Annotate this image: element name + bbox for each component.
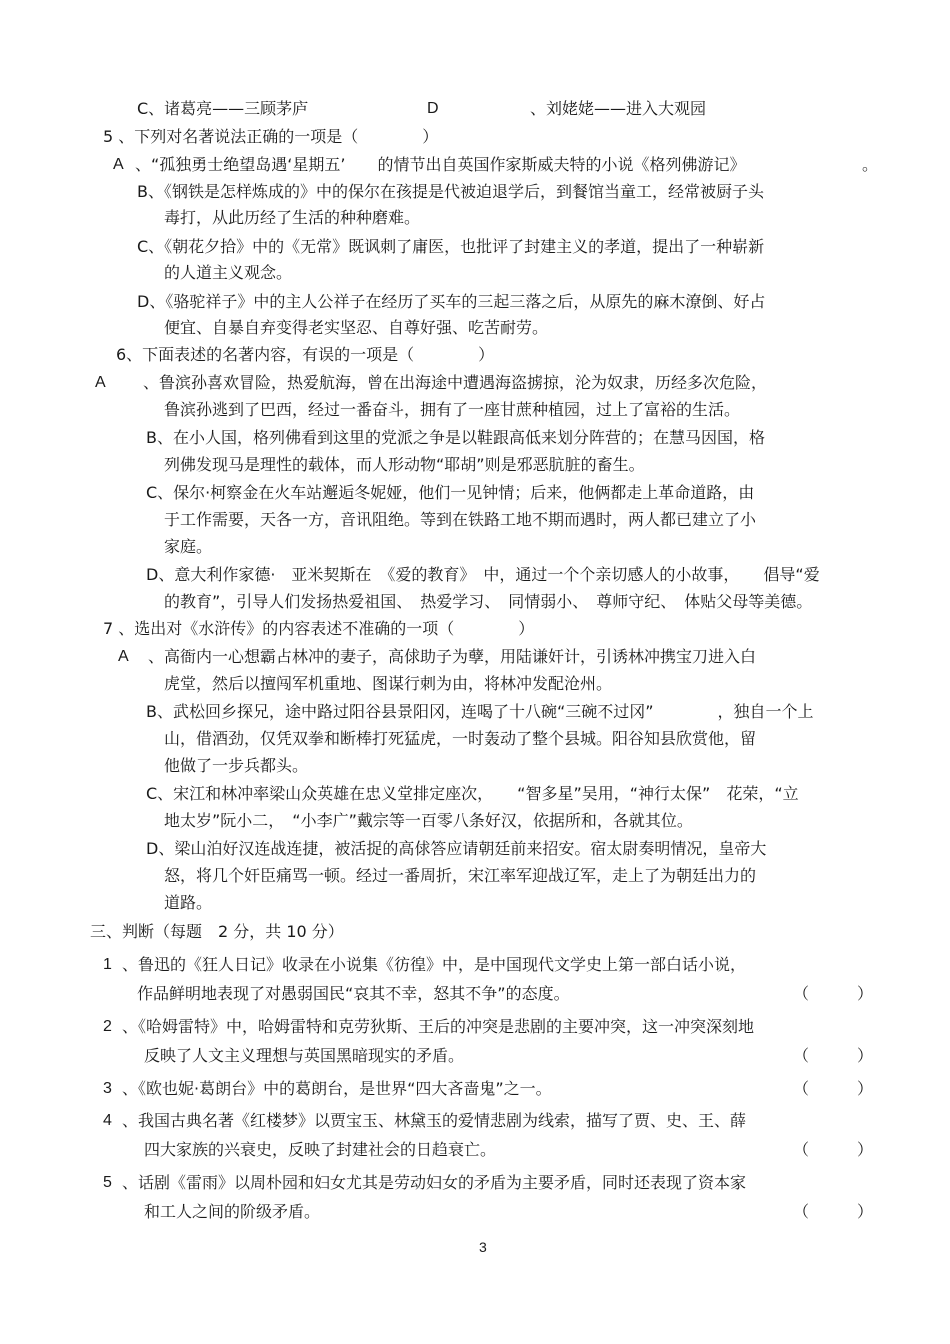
- q7-option-b-line1: B、武松回乡探兄，途中路过阳谷县景阳冈，连喝了十八碗“三碗不过冈” ，独自一个上: [146, 702, 814, 721]
- q6-stem: 6、下面表述的名著内容，有误的一项是（ ）: [116, 345, 495, 364]
- judge-item-4-number: 4: [103, 1112, 112, 1129]
- q7-option-d-line1: D、梁山泊好汉连战连捷，被活捉的高俅答应请朝廷前来招安。宿太尉奏明情况，皇帝大: [146, 839, 767, 858]
- q7-option-d-line3: 道路。: [164, 893, 213, 912]
- judge-item-2-line2: 反映了人文主义理想与英国黑暗现实的矛盾。: [144, 1046, 465, 1065]
- q5-option-b-line2: 毒打，从此历经了生活的种种磨难。: [164, 208, 421, 227]
- q7-stem: 7 、选出对《水浒传》的内容表述不准确的一项（ ）: [103, 619, 535, 638]
- judge-item-5-answer-blank[interactable]: （ ）: [793, 1202, 874, 1221]
- q7-option-a-line2: 虎堂，然后以擅闯军机重地、图谋行刺为由，将林冲发配沧州。: [164, 674, 613, 693]
- q6-option-c-line2: 于工作需要，天各一方，音讯阻绝。等到在铁路工地不期而遇时，两人都已建立了小: [164, 510, 757, 529]
- judge-item-3-line1: 、《欧也妮·葛朗台》中的葛朗台，是世界“四大吝啬鬼”之一。: [122, 1079, 552, 1098]
- judge-item-5-line1: 、话剧《雷雨》以周朴园和妇女尤其是劳动妇女的矛盾为主要矛盾，同时还表现了资本家: [122, 1173, 747, 1192]
- judge-item-4-line1: 、我国古典名著《红楼梦》以贾宝玉、林黛玉的爱情悲剧为线索，描写了贾、史、王、薛: [122, 1111, 747, 1130]
- q6-option-d-line2: 的教育”，引导人们发扬热爱祖国、 热爱学习、 同情弱小、 尊师守纪、 体贴父母等美德。: [164, 592, 813, 611]
- judge-item-2-number: 2: [103, 1018, 112, 1035]
- q5-option-d-line1: D、《骆驼祥子》中的主人公祥子在经历了买车的三起三落之后，从原先的麻木潦倒、好占: [137, 292, 766, 311]
- judge-item-2-line1: 、《哈姆雷特》中，哈姆雷特和克劳狄斯、王后的冲突是悲剧的主要冲突，这一冲突深刻地: [122, 1017, 755, 1036]
- q6-option-b-line2: 列佛发现马是理性的载体，而人形动物“耶胡”则是邪恶肮脏的畜生。: [164, 455, 645, 474]
- judge-item-3-number: 3: [103, 1080, 112, 1097]
- q5-option-b-line1: B、《钢铁是怎样炼成的》中的保尔在孩提是代被迫退学后，到餐馆当童工，经常被厨子头: [137, 182, 764, 201]
- q6-option-a-label: A: [95, 374, 106, 391]
- q4-option-d-text: 、刘姥姥——进入大观园: [530, 99, 707, 118]
- q6-option-c-line3: 家庭。: [164, 537, 213, 556]
- q6-option-d-line1: D、意大利作家德· 亚米契斯在 《爱的教育》 中，通过一个个亲切感人的小故事， 倡导“爱: [146, 565, 820, 584]
- q6-option-b-line1: B、在小人国，格列佛看到这里的党派之争是以鞋跟高低来划分阵营的；在慧马因国，格: [146, 428, 765, 447]
- q7-option-c-line1: C、宋江和林冲率梁山众英雄在忠义堂排定座次， “智多星”吴用，“神行太保” 花荣，“立: [146, 784, 799, 803]
- judge-item-5-line2: 和工人之间的阶级矛盾。: [144, 1202, 321, 1221]
- q6-option-c-line1: C、保尔·柯察金在火车站邂逅冬妮娅，他们一见钟情；后来，他俩都走上革命道路，由: [146, 483, 755, 502]
- judge-item-4-line2: 四大家族的兴衰史，反映了封建社会的日趋衰亡。: [144, 1140, 497, 1159]
- q5-option-d-line2: 便宜、自暴自弃变得老实坚忍、自尊好强、吃苦耐劳。: [164, 318, 549, 337]
- judge-item-1-number: 1: [103, 956, 112, 973]
- q6-option-a-line1: 、鲁滨孙喜欢冒险，热爱航海，曾在出海途中遭遇海盗掳掠，沦为奴隶，历经多次危险，: [143, 373, 768, 392]
- judge-item-1-line2: 作品鲜明地表现了对愚弱国民“哀其不幸，怒其不争”的态度。: [137, 984, 570, 1003]
- q6-option-a-line2: 鲁滨孙逃到了巴西，经过一番奋斗，拥有了一座甘蔗种植园，过上了富裕的生活。: [164, 400, 741, 419]
- q7-option-b-line3: 他做了一步兵都头。: [164, 756, 309, 775]
- judge-item-1-answer-blank[interactable]: （ ）: [793, 984, 874, 1003]
- judge-item-1-line1: 、鲁迅的《狂人日记》收录在小说集《彷徨》中，是中国现代文学史上第一部白话小说，: [122, 955, 747, 974]
- q5-stem: 5 、下列对名著说法正确的一项是（ ）: [103, 127, 439, 146]
- judge-item-2-answer-blank[interactable]: （ ）: [793, 1046, 874, 1065]
- q5-option-a-end: 。: [862, 155, 879, 174]
- q7-option-a-label: A: [118, 648, 129, 665]
- page-number: 3: [479, 1239, 487, 1255]
- q7-option-a-line1: 、高衙内一心想霸占林冲的妻子，高俅助子为孽，用陆谦奸计，引诱林冲携宝刀进入白: [148, 647, 757, 666]
- judge-item-3-answer-blank[interactable]: （ ）: [793, 1079, 874, 1098]
- judge-item-4-answer-blank[interactable]: （ ）: [793, 1140, 874, 1159]
- q5-option-a-text: 、“孤独勇士绝望岛遇‘星期五’ 的情节出自英国作家斯威夫特的小说《格列佛游记》: [135, 155, 746, 174]
- q7-option-b-line2: 山，借酒劲，仅凭双拳和断棒打死猛虎，一时轰动了整个县城。阳谷知县欣赏他，留: [164, 729, 757, 748]
- q5-option-c-line2: 的人道主义观念。: [164, 263, 293, 282]
- q7-option-c-line2: 地太岁”阮小二， “小李广”戴宗等一百零八条好汉，依据所和，各就其位。: [164, 811, 693, 830]
- judge-item-5-number: 5: [103, 1174, 112, 1191]
- q4-option-c: C、诸葛亮——三顾茅庐: [137, 99, 309, 118]
- section3-title: 三、判断（每题 2 分，共 10 分）: [90, 922, 344, 941]
- q5-option-a-label: A: [113, 156, 124, 173]
- q5-option-c-line1: C、《朝花夕拾》中的《无常》既讽刺了庸医，也批评了封建主义的孝道，提出了一种崭新: [137, 237, 765, 256]
- q4-option-d-label: D: [427, 100, 439, 117]
- q7-option-d-line2: 怒，将几个奸臣痛骂一顿。经过一番周折，宋江率军迎战辽军，走上了为朝廷出力的: [164, 866, 757, 885]
